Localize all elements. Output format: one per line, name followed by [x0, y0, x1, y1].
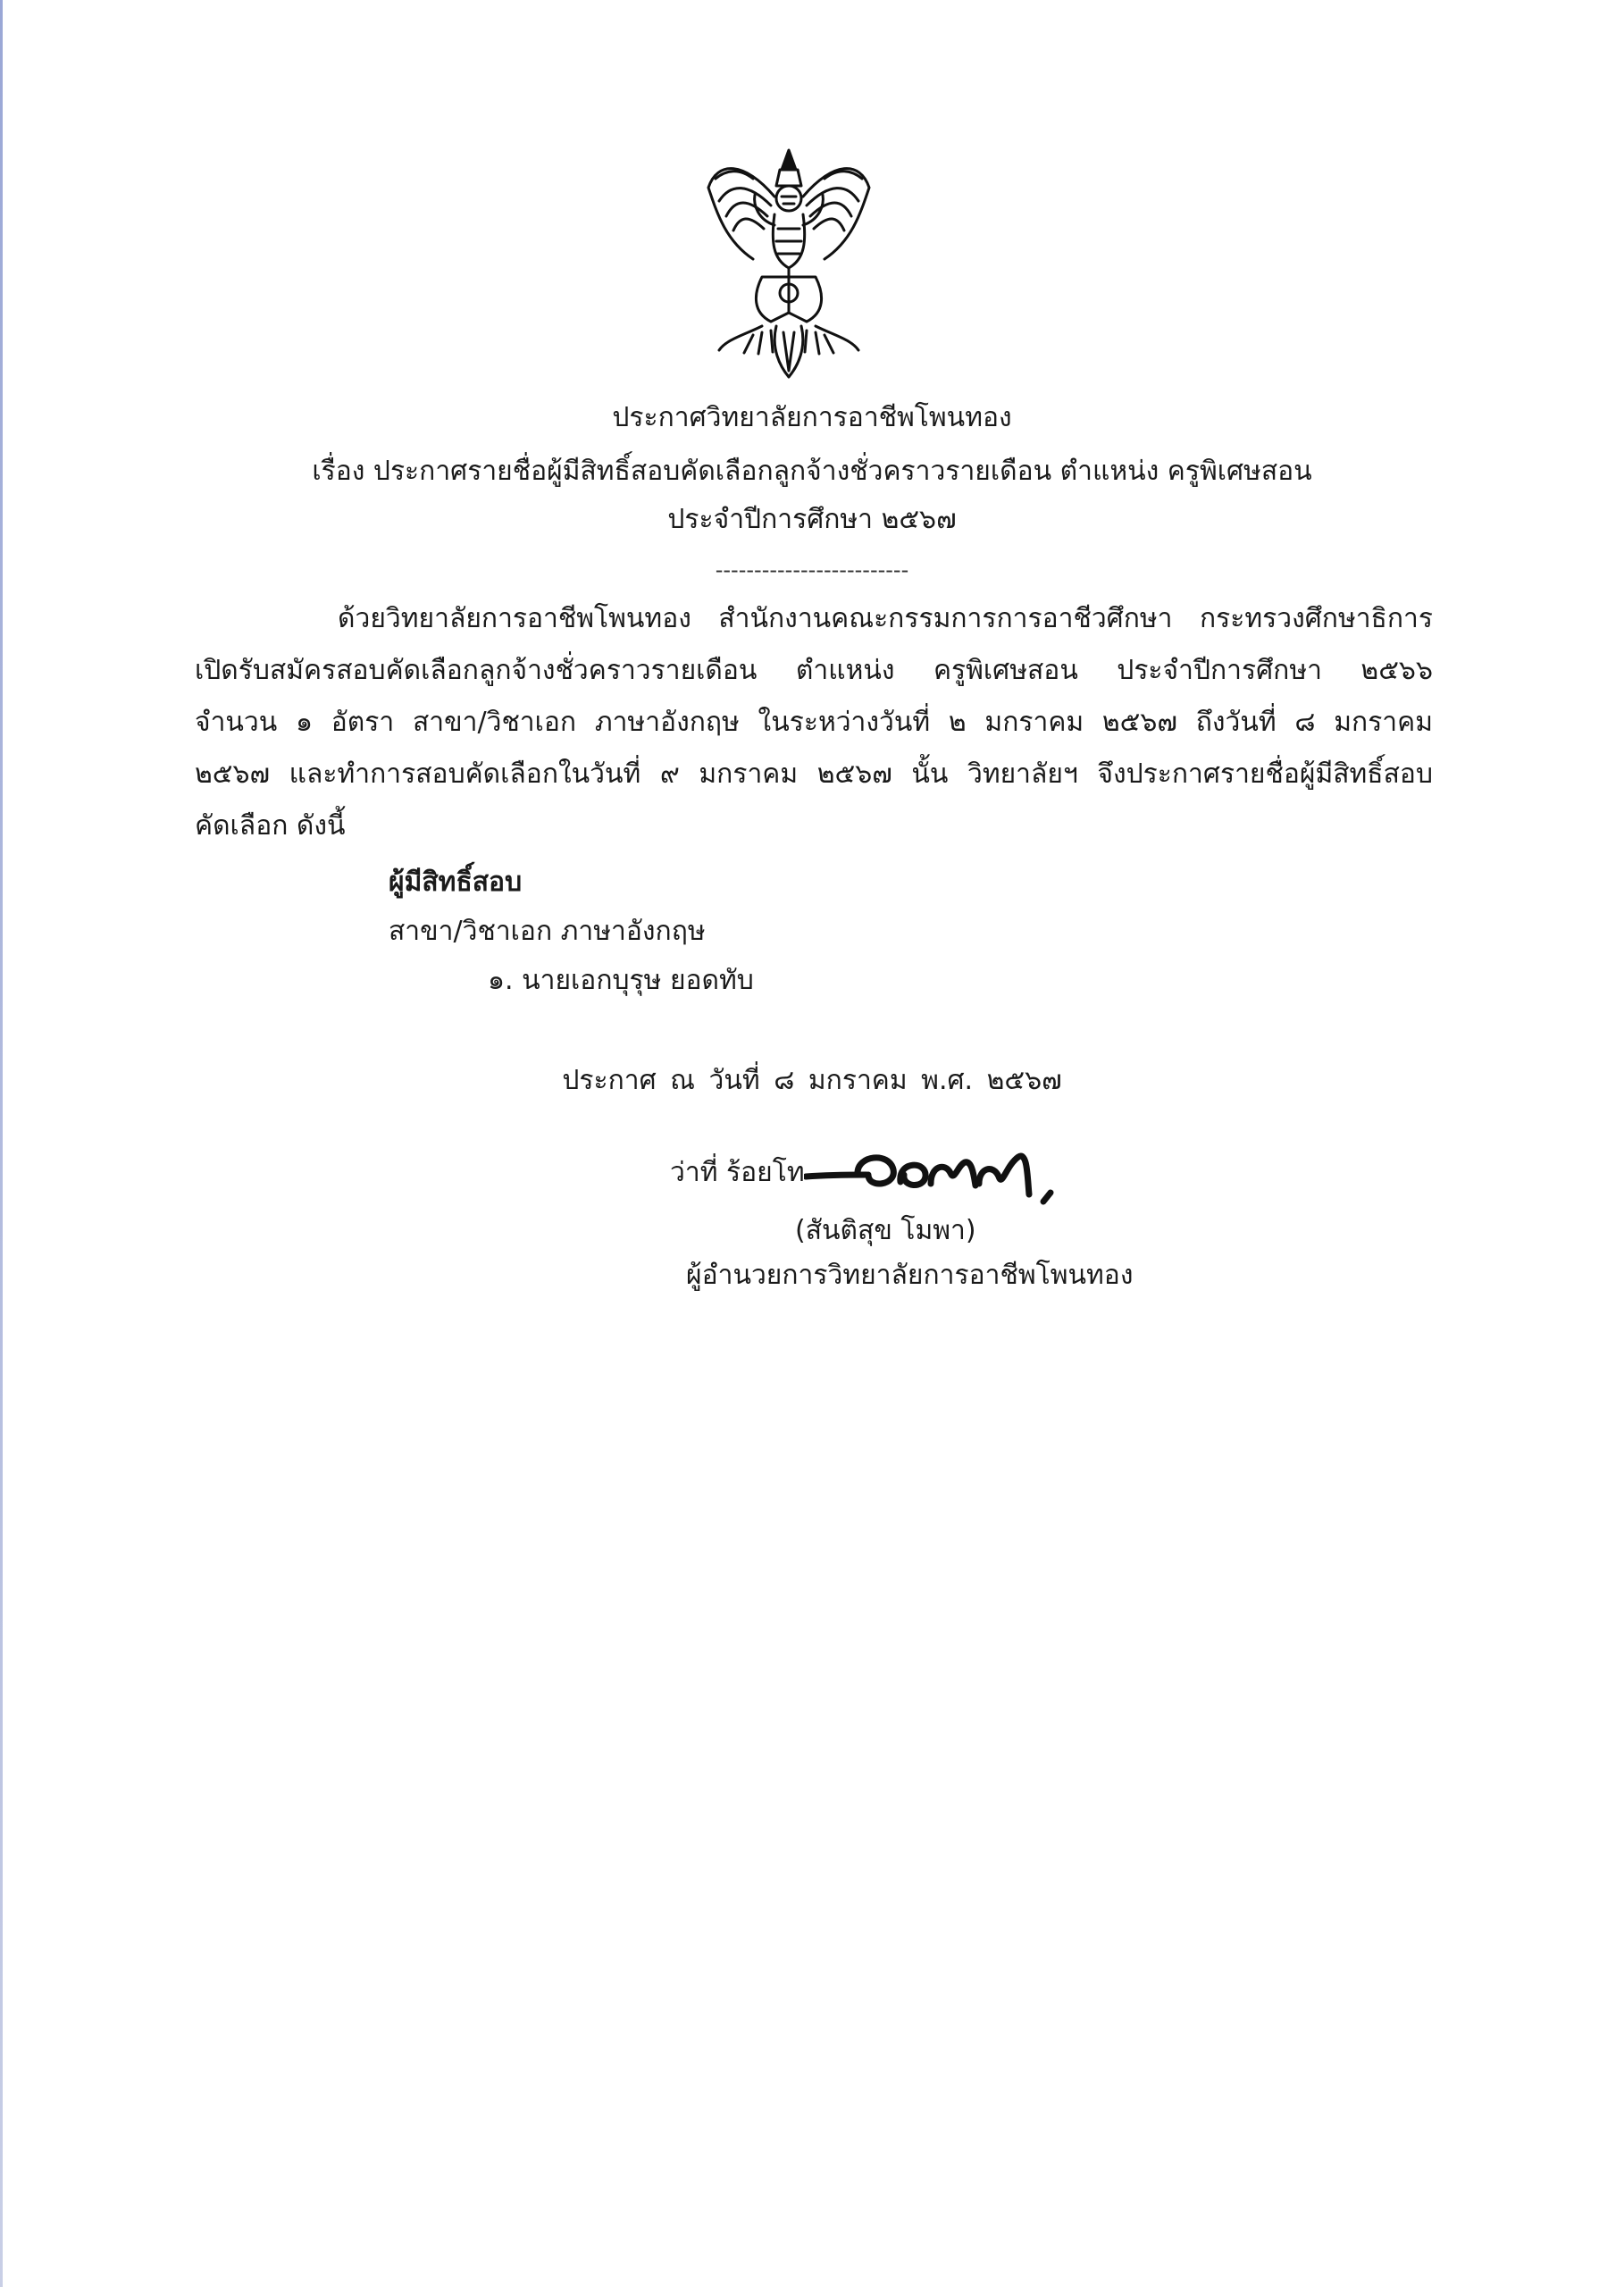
signer-rank: ว่าที่ ร้อยโท [670, 1157, 805, 1188]
announcement-date: ประกาศ ณ วันที่ ๘ มกราคม พ.ศ. ๒๕๖๗ [562, 1065, 1062, 1096]
page-edge [0, 0, 3, 2287]
body-line: จำนวน ๑ อัตรา สาขา/วิชาเอก ภาษาอังกฤษ ในระหว่างวันที่ ๒ มกราคม ๒๕๖๗ ถึงวันที่ ๘ มกราคม [195, 707, 1433, 738]
announcement-title: ประกาศวิทยาลัยการอาชีพโพนทอง [612, 402, 1012, 433]
signer-position: ผู้อำนวยการวิทยาลัยการอาชีพโพนทอง [686, 1260, 1134, 1291]
candidate-item: ๑. นายเอกบุรุษ ยอดทับ [488, 965, 754, 996]
announcement-academic-year: ประจำปีการศึกษา ๒๕๖๗ [667, 504, 957, 535]
body-line: คัดเลือก ดังนี้ [195, 810, 346, 842]
body-line: เปิดรับสมัครสอบคัดเลือกลูกจ้างชั่วคราวรายเดือน ตำแหน่ง ครูพิเศษสอน ประจำปีการศึกษา ๒๕๖๖ [195, 655, 1433, 686]
body-paragraph [195, 593, 1433, 852]
announcement-subject: เรื่อง ประกาศรายชื่อผู้มีสิทธิ์สอบคัดเลือกลูกจ้างชั่วคราวรายเดือน ตำแหน่ง ครูพิเศษสอน [312, 456, 1312, 487]
garuda-emblem-icon [699, 143, 878, 384]
eligible-heading: ผู้มีสิทธิ์สอบ [389, 867, 523, 898]
signer-name: (สันติสุข โมพา) [795, 1215, 976, 1246]
eligible-field: สาขา/วิชาเอก ภาษาอังกฤษ [389, 916, 706, 947]
body-line: ๒๕๖๗ และทำการสอบคัดเลือกในวันที่ ๙ มกราคม ๒๕๖๗ นั้น วิทยาลัยฯ จึงประกาศรายชื่อผู้มีสิทธิ์สอบ [195, 758, 1433, 790]
body-line: ด้วยวิทยาลัยการอาชีพโพนทอง สำนักงานคณะกรรมการการอาชีวศึกษา กระทรวงศึกษาธิการ [338, 603, 1433, 634]
title-separator: ------------------------- [715, 557, 909, 582]
